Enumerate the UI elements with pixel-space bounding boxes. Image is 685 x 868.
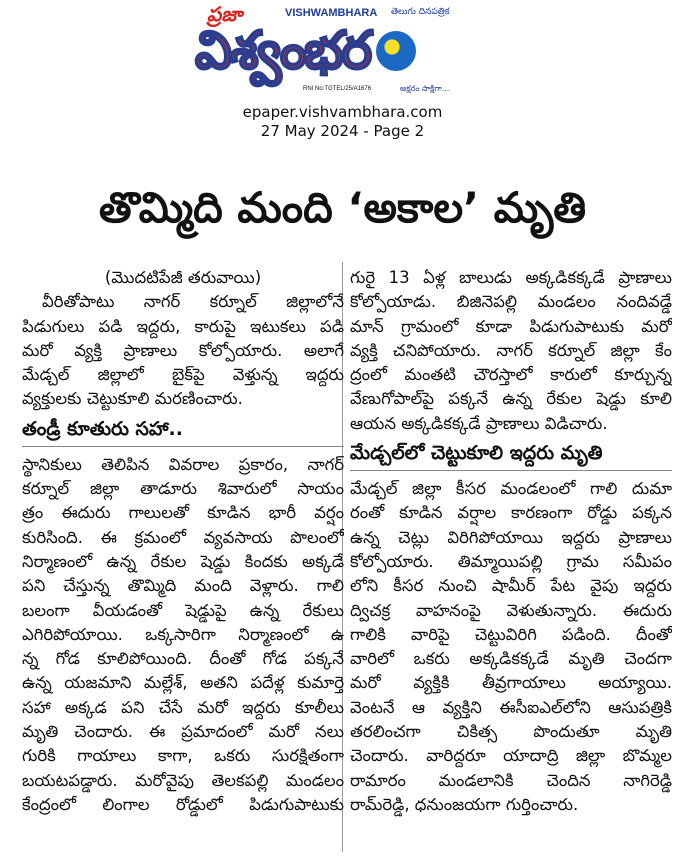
- source-url: epaper.vishvambhara.com: [242, 103, 443, 121]
- text-line: కేంద్రంలో లింగాల రోడ్డులో పిడుగుపాటుకు: [22, 794, 344, 814]
- left-column: [22, 266, 344, 817]
- headline: తొమ్మిది మంది ‘అకాల’ మృతి: [98, 183, 587, 232]
- left-subheading: తండ్రీ కూతురు సహా..: [22, 414, 344, 447]
- text-line: గురై 13 ఏళ్ల బాలుడు అక్కడికక్కడే ప్రాణాలు: [350, 268, 672, 287]
- right-column: [350, 266, 672, 817]
- text-line: కర్నూల్ జిల్లా తాడూరు శివారులో సాయం: [22, 479, 344, 499]
- text-line: మాన్ గ్రామంలో కూడా పిడుగుపాటుకు మరో: [350, 316, 672, 336]
- text-line: వ్యక్తులకు చెట్టుకూలి మరణించారు.: [22, 389, 243, 409]
- text-line: కోల్పోయారు. తిమ్మాయిపల్లి గ్రామ సమీపం: [350, 551, 672, 571]
- text-line: వారిలో ఒకరు అక్కడికక్కడే మృతి చెందగా: [350, 649, 672, 669]
- logo-name-row: [195, 20, 416, 82]
- text-line: ద్రంలో మంతటి చౌరస్తాలో కారులో కూర్చున్న: [350, 365, 672, 385]
- text-line: మరో వ్యక్తికి తీవ్రగాయాలు అయ్యాయి.: [350, 673, 672, 693]
- text-line: మృతి చెందారు. ఈ ప్రమాదంలో మరో నలు: [22, 722, 344, 742]
- text-line: గురికి గాయాలు కాగా, ఒకరు సురక్షితంగా: [22, 746, 344, 766]
- text-line: చెందారు. వారిద్దరూ యాదాద్రి జిల్లా బొమ్మల: [350, 746, 672, 766]
- text-line: గాలికి వారిపై చెట్టువిరిగి పడింది. దీంతో: [350, 624, 672, 644]
- text-line: తరలించగా చికిత్స పొందుతూ మృతి: [350, 722, 672, 742]
- logo-rni: RNI No:TGTEL/25/A1676: [303, 86, 372, 92]
- text-line: బలంగా వీయడంతో షెడ్డుపై ఉన్న రేకులు: [22, 600, 344, 620]
- text-line: వీరితోపాటు నాగర్ కర్నూల్ జిల్లాలోనే: [42, 292, 344, 312]
- text-line: నిర్మాణంలో ఉన్న రేకుల షెడ్డు కిందకు అక్కడే: [22, 551, 344, 571]
- text-line: వ్యక్తి చనిపోయారు. నాగర్ కర్నూల్ జిల్లా కేం: [350, 340, 672, 360]
- text-line: ఉన్న యజమాని మల్లేశ్, అతని పదేళ్ల కుమార్తె: [22, 673, 344, 693]
- right-paragraph-2: [350, 477, 672, 817]
- text-line: రంతో కూడిన వర్షాల కారణంగా రోడ్డు పక్కన: [350, 503, 672, 523]
- text-line: ఎగిరిపోయాయి. ఒక్కసారిగా నిర్మాణంలో ఉ: [22, 624, 344, 644]
- text-line: న్న గోడ కూలిపోయింది. దీంతో గోడ పక్కనే: [22, 649, 344, 669]
- logo-english-name: VISHWAMBHARA: [285, 7, 378, 19]
- text-line: ఆయన అక్కడికక్కడే ప్రాణాలు విడిచారు.: [350, 413, 608, 433]
- globe-icon: [376, 31, 416, 71]
- text-line: ఉన్న చెట్లు విరిగిపోయాయి ఇద్దరు ప్రాణాలు: [350, 527, 672, 547]
- text-line: మేడ్చల్ జిల్లా కీసర మండలంలో గాలి దుమా: [350, 479, 672, 499]
- logo-slogan: అక్షరం సాక్షిగా...: [400, 84, 450, 93]
- text-line: కురిసింది. ఈ క్రమంలో వ్యవసాయ పొలంలో: [22, 527, 344, 547]
- text-line: ద్విచక్ర వాహనంపై వెళుతున్నారు. ఈదురు: [350, 600, 672, 620]
- text-line: స్థానికులు తెలిపిన వివరాల ప్రకారం, నాగర్: [22, 454, 344, 474]
- logo-name: విశ్వంభర: [195, 21, 371, 81]
- right-subheading: మేడ్చల్‌లో చెట్టుకూలి ఇద్దరు మృతి: [350, 438, 672, 471]
- text-line: రామారం మండలానికి చెందిన నాగిరెడ్డి: [350, 770, 672, 790]
- left-paragraph-2: [22, 453, 344, 817]
- text-line: మేడ్చల్ జిల్లాలో బైక్‌పై వెళ్తున్న ఇద్దరు: [22, 365, 344, 385]
- text-line: సహా అక్కడ పని చేసే మరో ఇద్దరు కూలీలు: [22, 697, 344, 717]
- text-line: రామ్‌రెడ్డి, ధనుంజయగా గుర్తించారు.: [350, 794, 579, 814]
- logo-telugu-tag: తెలుగు దినపత్రిక: [391, 7, 450, 17]
- text-line: త్రం ఈదురు గాలులతో కూడిన భారీ వర్షం: [22, 503, 344, 523]
- text-line: బయటపడ్డారు. మరోవైపు తెలకపల్లి మండలం: [22, 770, 344, 790]
- date-page: 27 May 2024 - Page 2: [260, 122, 425, 140]
- continued-note: (మొదటిపేజీ తరువాయి): [104, 268, 262, 287]
- text-line: పని చేస్తున్న తొమ్మిది మంది వెళ్లారు. గాలి: [22, 576, 344, 596]
- text-line: పిడుగులు పడి ఇద్దరు, కారుపై ఇటుకలు పడి: [22, 316, 344, 336]
- logo-praja: ప్రజా: [207, 2, 243, 26]
- right-paragraph-1: [350, 266, 672, 436]
- text-line: మరో వ్యక్తి ప్రాణాలు కోల్పోయారు. అలాగే: [22, 340, 344, 360]
- masthead-logo: [195, 2, 495, 98]
- text-line: వెంటనే ఆ వ్యక్తిని ఈసీఐఎల్‌లోని ఆసుపత్రికి: [350, 697, 672, 717]
- text-line: లోని కీసర నుంచి షామీర్ పేట వైపు ఇద్దరు: [350, 576, 672, 596]
- source-info: [0, 103, 685, 141]
- text-line: వేణుగోపాల్‌పై పక్కనే ఉన్న రేకుల షెడ్డు కూలి: [350, 389, 672, 409]
- text-line: కోల్పోయాడు. బిజినెపల్లి మండలం నందివడ్డే: [350, 292, 672, 312]
- left-paragraph-1: [22, 290, 344, 411]
